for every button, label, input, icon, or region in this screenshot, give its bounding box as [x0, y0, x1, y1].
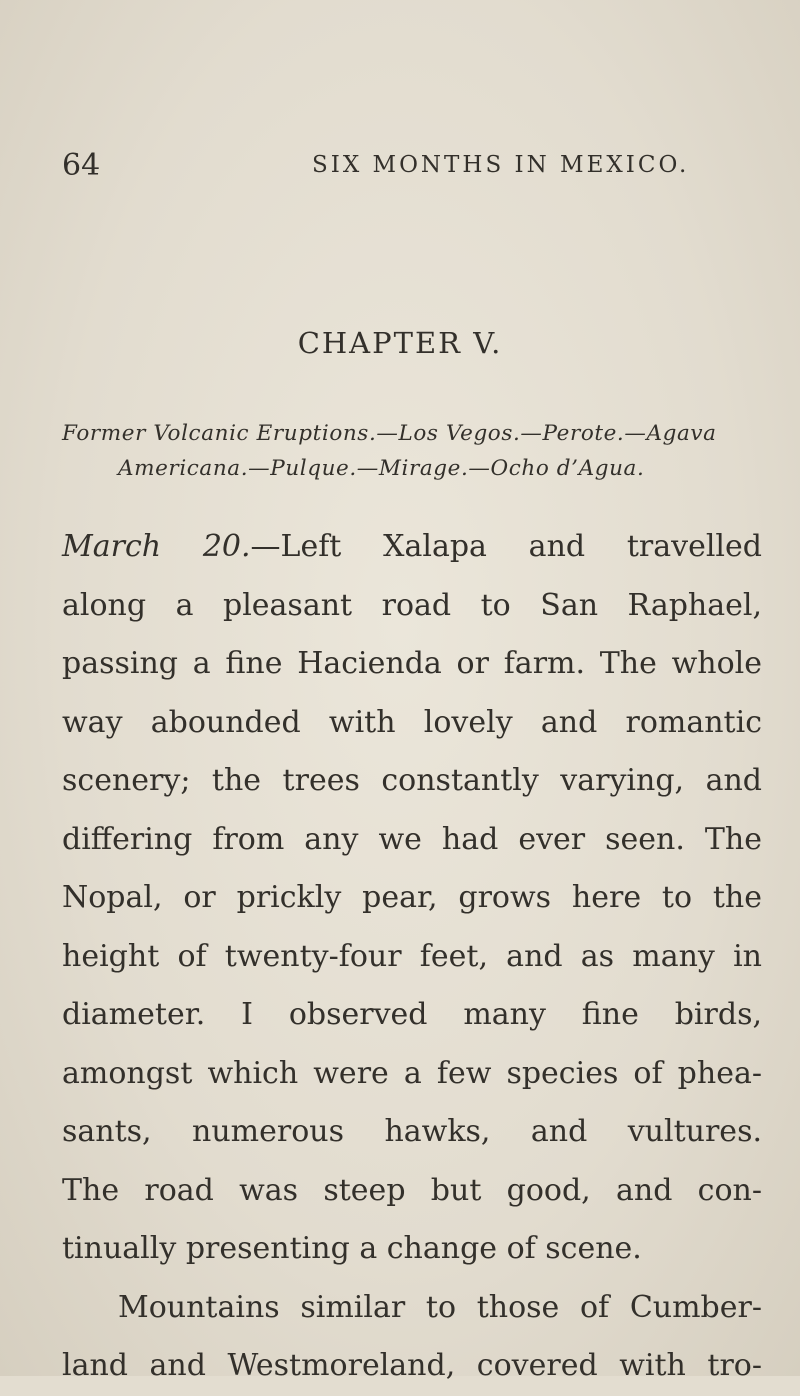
body-line: height of twenty-four feet, and as many in: [62, 938, 762, 974]
body-line: Nopal, or prickly pear, grows here to the: [62, 880, 762, 915]
chapter-synopsis: [62, 416, 762, 486]
body-line-text: —Left Xalapa and travelled: [250, 529, 762, 564]
body-line: The road was steep but good, and con-: [62, 1172, 762, 1208]
body-line: differing from any we had ever seen. The: [62, 821, 762, 857]
synopsis-line-1: Former Volcanic Eruptions.—Los Vegos.—Perote.—Agava: [62, 421, 717, 446]
body-line: sants, numerous hawks, and vultures.: [62, 1114, 762, 1149]
body-line: amongst which were a few species of phea-: [62, 1055, 762, 1091]
synopsis-line-2: Americana.—Pulque.—Mirage.—Ocho d’Agua.: [118, 456, 645, 481]
body-line: along a pleasant road to San Raphael,: [62, 587, 762, 623]
page-number: 64: [62, 148, 101, 183]
running-head: [62, 148, 762, 188]
body-line: diameter. I observed many fine birds,: [62, 997, 762, 1032]
date-lead: March 20.: [62, 529, 251, 564]
body-line: Mountains similar to those of Cumber-: [118, 1289, 762, 1325]
running-title: SIX MONTHS IN MEXICO.: [312, 152, 690, 178]
chapter-title: CHAPTER V.: [297, 326, 503, 360]
body-line: passing a fine Hacienda or farm. The whole: [62, 646, 762, 681]
body-line: land and Westmoreland, covered with tro-: [62, 1348, 762, 1383]
body-line: scenery; the trees constantly varying, and: [62, 763, 762, 798]
body-text: [62, 518, 762, 1396]
body-line: [62, 518, 762, 577]
body-line: way abounded with lovely and romantic: [62, 704, 762, 740]
body-line: tinually presenting a change of scene.: [62, 1231, 642, 1266]
